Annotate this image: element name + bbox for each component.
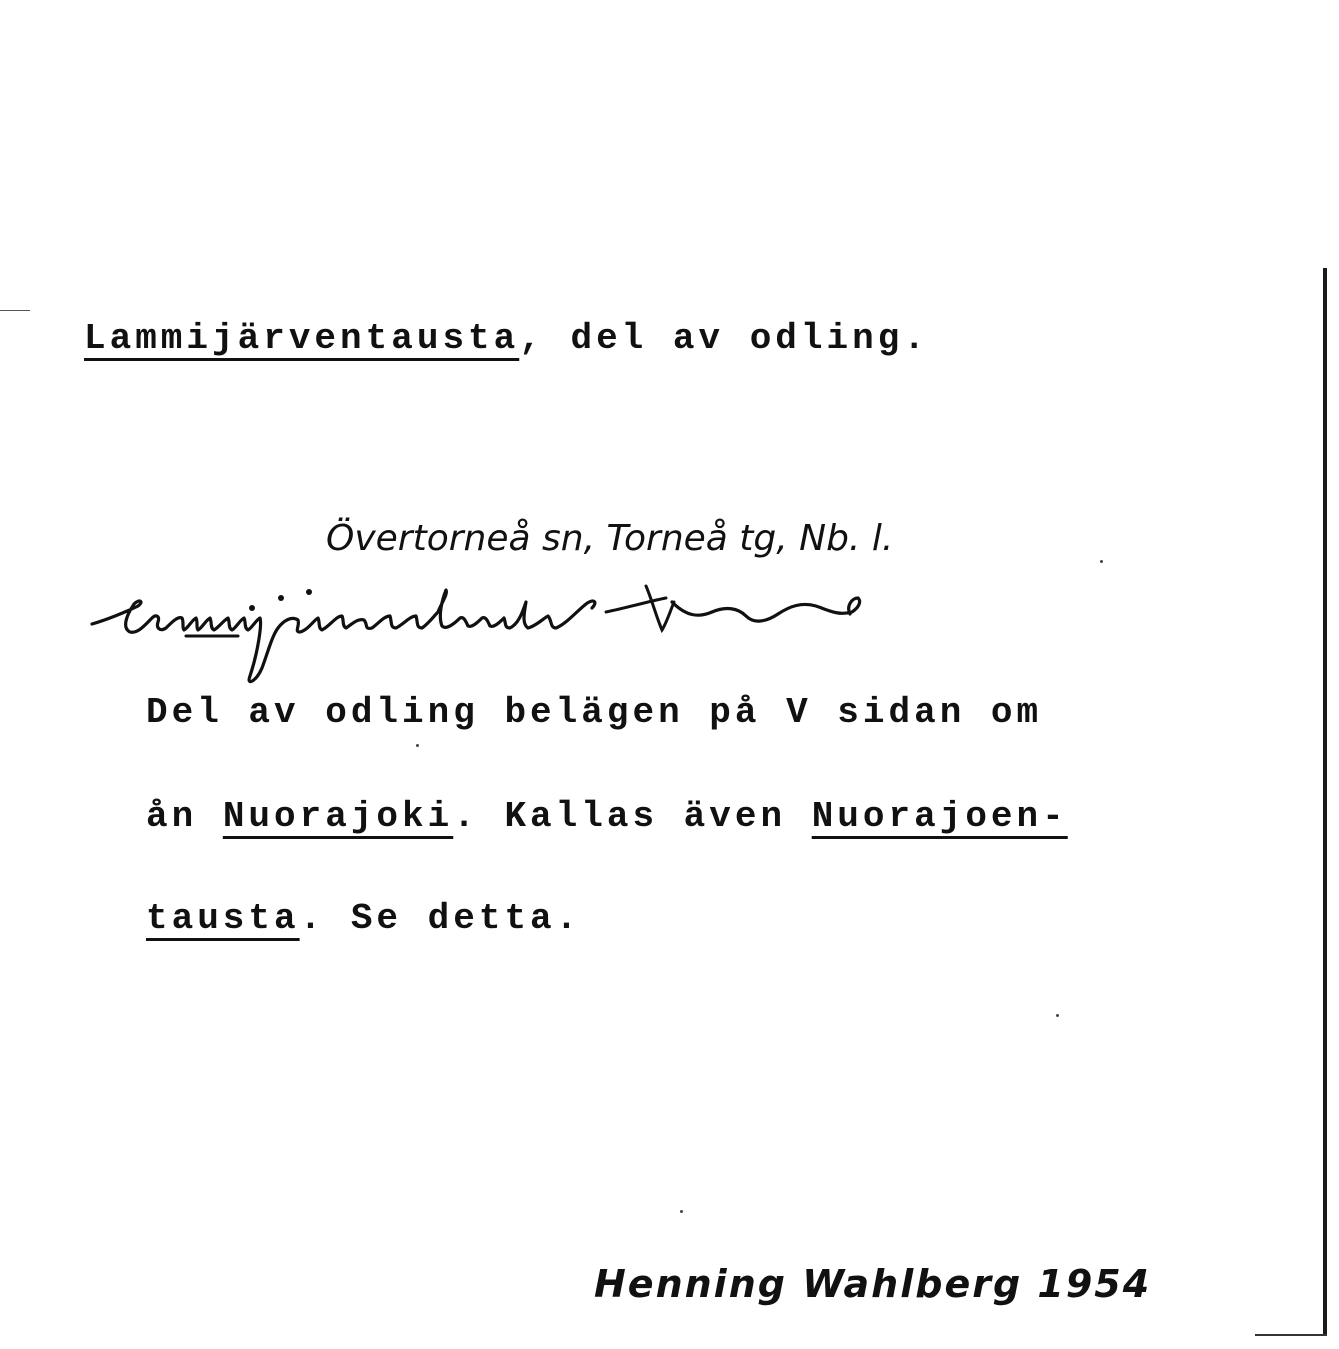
definition-text: . Se detta.	[299, 898, 582, 939]
location-stamp: Övertorneå sn, Torneå tg, Nb. l.	[326, 518, 894, 559]
speck	[416, 744, 419, 747]
handwritten-form	[86, 572, 886, 692]
headword-suffix: , del av odling.	[519, 318, 929, 359]
cross-reference-nuorajoentausta-cont: tausta	[146, 898, 300, 939]
definition-line-1: Del av odling belägen på V sidan om	[146, 692, 1043, 733]
definition-text: . Kallas även	[453, 796, 812, 837]
cross-reference-nuorajoentausta: Nuorajoen-	[811, 796, 1068, 837]
cross-reference-nuorajoki: Nuorajoki	[222, 796, 454, 837]
card-right-border	[1323, 268, 1327, 1336]
speck	[1100, 560, 1103, 563]
card-edge-mark	[0, 310, 30, 311]
speck	[680, 1210, 683, 1213]
headword: Lammijärventausta	[84, 318, 520, 359]
definition-text: ån	[146, 796, 223, 837]
signature: Henning Wahlberg 1954	[594, 1262, 1152, 1306]
headword-line	[84, 318, 929, 359]
definition-line-2	[146, 796, 1068, 837]
card-bottom-border	[1255, 1334, 1327, 1336]
definition-line-3	[146, 898, 581, 939]
speck	[1056, 1014, 1059, 1017]
